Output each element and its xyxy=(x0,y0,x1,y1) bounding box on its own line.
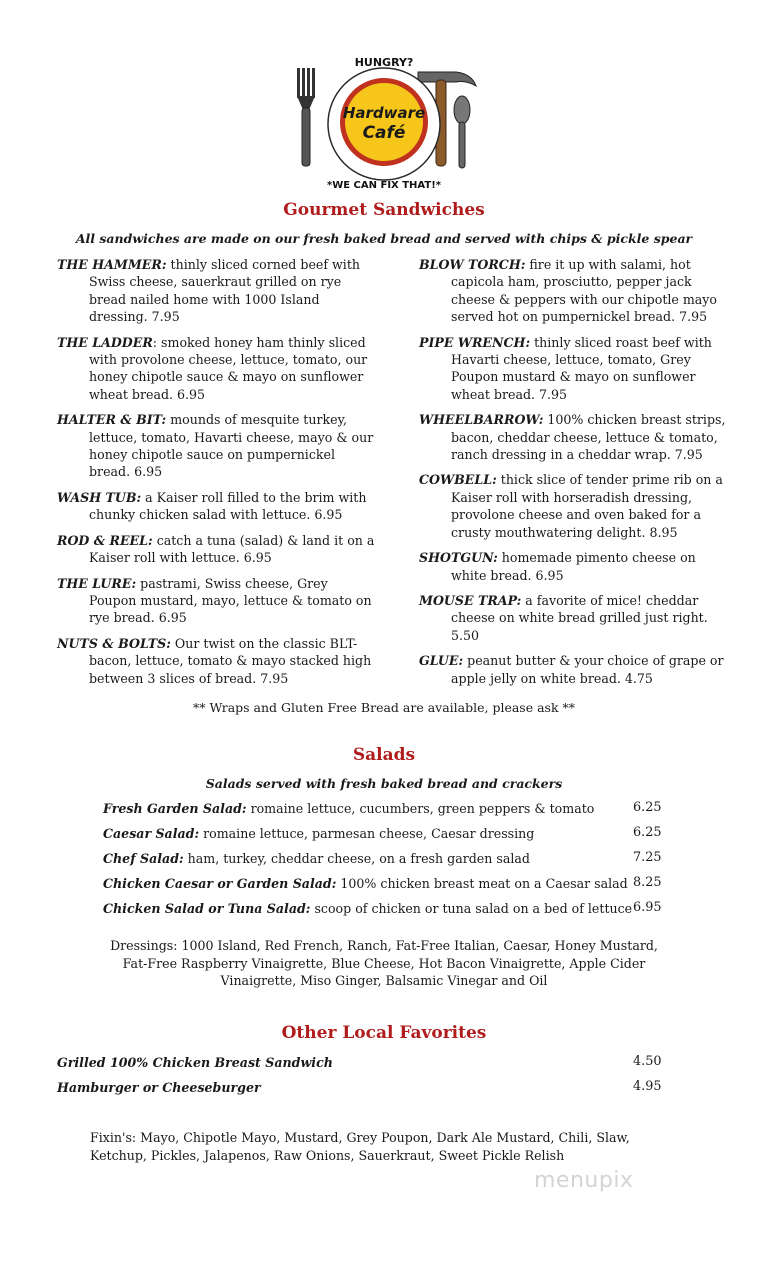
sandwich-item: THE LURE: pastrami, Swiss cheese, Grey Poupon mustard, mayo, lettuce & tomato on rye bread. 6.95 xyxy=(57,575,372,626)
favorite-item: Grilled 100% Chicken Breast Sandwich xyxy=(57,1055,333,1070)
favorite-item: Hamburger or Cheeseburger xyxy=(57,1080,261,1095)
logo-top-text: HUNGRY? xyxy=(354,56,414,69)
sandwich-item: THE LADDER: smoked honey ham thinly sliced with provolone cheese, lettuce, tomato, our honey chipotle sauce & mayo on sunflower wheat bread. 6.95 xyxy=(57,334,368,402)
dressings-list: Dressings: 1000 Island, Red French, Ranch, Fat-Free Italian, Caesar, Honey Mustard, Fat-Free Raspberry Vinaigrette, Blue Cheese, Hot Bacon Vinaigrette, Apple Cider Vinaigrette, Miso Ginger, Balsamic Vinegar and Oil xyxy=(110,938,658,989)
salad-item: Chicken Salad or Tuna Salad: scoop of chicken or tuna salad on a bed of lettuce xyxy=(103,901,633,916)
salad-price: 6.25 xyxy=(633,800,662,815)
logo-name-line1: Hardware xyxy=(342,104,426,122)
gourmet-title: Gourmet Sandwiches xyxy=(283,200,485,220)
salad-item: Fresh Garden Salad: romaine lettuce, cucumbers, green peppers & tomato xyxy=(103,801,595,816)
sandwich-item: NUTS & BOLTS: Our twist on the classic BLT- bacon, lettuce, tomato & mayo stacked high between 3 slices of bread. 7.95 xyxy=(57,635,372,686)
gourmet-subtitle: All sandwiches are made on our fresh baked bread and served with chips & pickle spear xyxy=(75,231,693,246)
salad-item: Caesar Salad: romaine lettuce, parmesan cheese, Caesar dressing xyxy=(103,826,535,841)
salad-item: Chicken Caesar or Garden Salad: 100% chicken breast meat on a Caesar salad xyxy=(103,876,628,891)
sandwich-item: PIPE WRENCH: thinly sliced roast beef with Havarti cheese, lettuce, tomato, Grey Poupon mustard & mayo on sunflower wheat bread. 7.95 xyxy=(419,334,712,402)
bread-note: ** Wraps and Gluten Free Bread are available, please ask ** xyxy=(192,700,576,715)
favorite-price: 4.50 xyxy=(633,1054,662,1069)
sandwich-column-left xyxy=(57,256,377,695)
logo-name-line2: Café xyxy=(362,123,406,143)
fixins-list: Fixin's: Mayo, Chipotle Mayo, Mustard, Grey Poupon, Dark Ale Mustard, Chili, Slaw, Ketchup, Pickles, Jalapenos, Raw Onions, Sauerkraut, Sweet Pickle Relish xyxy=(90,1130,630,1163)
sandwich-item: ROD & REEL: catch a tuna (salad) & land it on a Kaiser roll with lettuce. 6.95 xyxy=(57,532,375,566)
salad-price: 6.95 xyxy=(633,900,662,915)
sandwich-item: WASH TUB: a Kaiser roll filled to the brim with chunky chicken salad with lettuce. 6.95 xyxy=(57,489,367,523)
salad-price: 7.25 xyxy=(633,850,662,865)
watermark: menupix xyxy=(534,1168,634,1193)
favorites-title: Other Local Favorites xyxy=(281,1023,487,1043)
salad-price: 6.25 xyxy=(633,825,662,840)
salad-price: 8.25 xyxy=(633,875,662,890)
sandwich-item: BLOW TORCH: fire it up with salami, hot capicola ham, prosciutto, pepper jack cheese & peppers with our chipotle mayo served hot on pumpernickel bread. 7.95 xyxy=(419,257,718,325)
salads-title: Salads xyxy=(352,745,416,765)
sandwich-column-right xyxy=(419,256,735,695)
salads-subtitle: Salads served with fresh baked bread and crackers xyxy=(205,776,563,791)
spoon-icon xyxy=(454,96,470,168)
logo-bottom-text: *WE CAN FIX THAT!* xyxy=(326,180,442,191)
favorite-price: 4.95 xyxy=(633,1079,662,1094)
sandwich-item: SHOTGUN: homemade pimento cheese on white bread. 6.95 xyxy=(419,550,696,583)
sandwich-item: GLUE: peanut butter & your choice of grape or apple jelly on white bread. 4.75 xyxy=(419,653,724,686)
fork-icon xyxy=(297,68,315,166)
sandwich-item: MOUSE TRAP: a favorite of mice! cheddar cheese on white bread grilled just right. 5.50 xyxy=(419,592,708,643)
sandwich-item: HALTER & BIT: mounds of mesquite turkey, lettuce, tomato, Havarti cheese, mayo & our honey chipotle sauce on pumpernickel bread. 6.95 xyxy=(57,412,374,480)
sandwich-item: THE HAMMER: thinly sliced corned beef with Swiss cheese, sauerkraut grilled on rye bread nailed home with 1000 Island dressing. 7.95 xyxy=(57,257,360,325)
salad-item: Chef Salad: ham, turkey, cheddar cheese, on a fresh garden salad xyxy=(103,851,530,866)
cafe-logo xyxy=(286,46,482,194)
sandwich-item: WHEELBARROW: 100% chicken breast strips, bacon, cheddar cheese, lettuce & tomato, ranch dressing in a cheddar wrap. 7.95 xyxy=(419,412,726,463)
sandwich-item: COWBELL: thick slice of tender prime rib on a Kaiser roll with horseradish dressing, provolone cheese and oven baked for a crusty mouthwatering delight. 8.95 xyxy=(419,472,723,540)
